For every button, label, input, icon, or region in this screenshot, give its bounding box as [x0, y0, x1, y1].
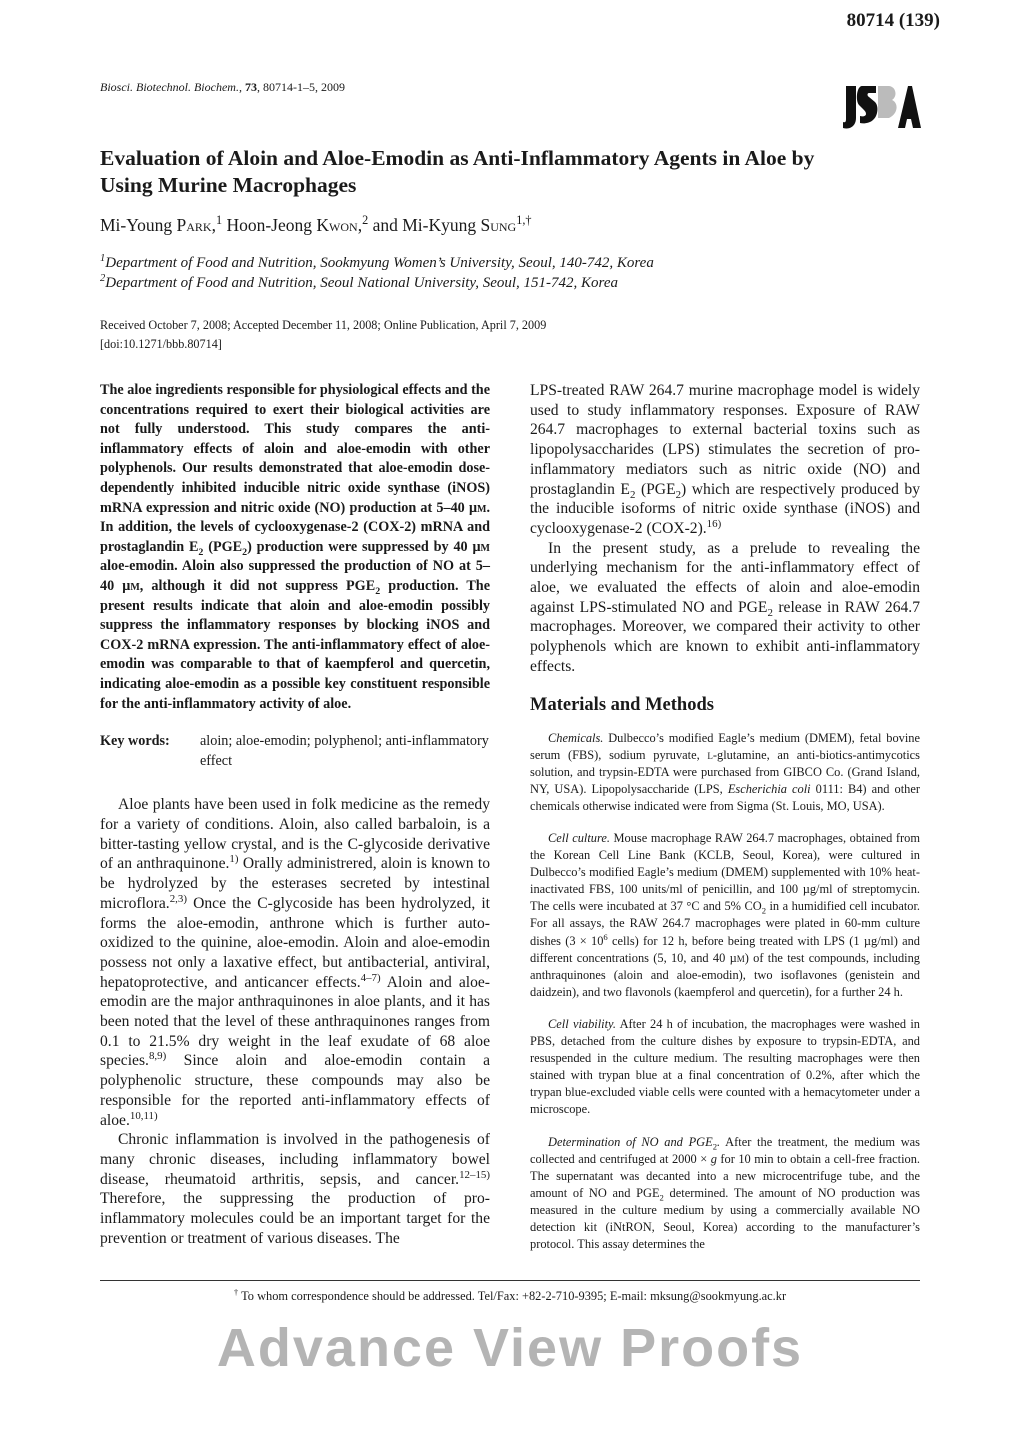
- text-run: Since aloin and aloe-emodin contain a polyphenolic structure, these compounds may also be responsible for the reported anti-inflammatory effects of aloe.: [100, 1052, 490, 1129]
- superscript: 1: [100, 253, 106, 264]
- text-run: Mouse macrophage RAW 264.7 macrophages, obtained from the Korean Cell Line Bank (KCLB, Seoul, Korea), were cultured in Dulbecco’s modified Eagle’s medium (DMEM) supplemented with 10% heat-inactivated FBS, 100 units/ml of penicillin, and 100 µg/ml of streptomycin. The cells were incubated at 37 °C and 5% CO: [530, 831, 920, 914]
- section-heading-materials-methods: Materials and Methods: [530, 694, 714, 715]
- journal-citation: Biosci. Biotechnol. Biochem., 73, 80714-1–5, 2009: [100, 80, 345, 94]
- subscript: 2: [761, 905, 767, 916]
- text-run: and Mi-Kyung: [368, 215, 481, 235]
- small-caps-run: Kwon: [316, 215, 358, 235]
- text-run: (PGE: [203, 538, 243, 555]
- text-run: in a humidified cell incubator. For all assays, the RAW 264.7 macrophages were plated in 60-mm culture dishes (3 × 10: [530, 899, 921, 948]
- superscript: 10,11): [129, 1109, 158, 1122]
- methods-cell-culture: [530, 830, 920, 1001]
- italic-run: g: [710, 1151, 717, 1166]
- subscript: 2: [198, 546, 204, 558]
- italic-run: Cell viability.: [548, 1016, 616, 1031]
- superscript: 1): [229, 853, 239, 866]
- text-run: for 10 min to obtain a cell-free fraction. The supernatant was decanted into a new microcentrifuge tube, and the amount of NO and PGE: [530, 1151, 920, 1200]
- text-run: Chronic inflammation is involved in the pathogenesis of many chronic diseases, including inflammatory bowel disease, rheumatoid arthritis, sepsis, and cancer.: [100, 1131, 490, 1188]
- introduction-left-column: [100, 795, 490, 1248]
- text-run: In the present study, as a prelude to revealing the underlying mechanism for the anti-inflammatory effect of aloe, we evaluated the effects of aloin and aloe-emodin against LPS-stimulated NO and PGE: [530, 539, 920, 616]
- paragraph: [530, 1016, 920, 1119]
- superscript: †: [233, 1287, 239, 1298]
- correspondence-footnote: [100, 1289, 920, 1304]
- text-run: Mi-Young: [100, 215, 177, 235]
- text-run: ,: [211, 215, 216, 235]
- subscript: 2: [629, 488, 636, 501]
- doi-line: [doi:10.1271/bbb.80714]: [100, 337, 222, 351]
- superscript: 4–7): [360, 971, 381, 984]
- publication-dates: [100, 316, 546, 354]
- text-run: The aloe ingredients responsible for physiological effects and the concentrations required to exert their biological activities are not fully understood. This study compares the anti-inflammatory effects of aloin and aloe-emodin with other polyphenols. Our results demonstrated that aloe-emodin dose-dependently inhibited inducible nitric oxide synthase (iNOS) mRNA expression and nitric oxide (NO) production at 5–40 μ: [100, 382, 490, 516]
- text-run: -glutamine, an anti-biotics-antimycotics solution, and trypsin-EDTA were purchased from GIBCO Co. (Grand Island, NY, USA). Lipopolysaccharide (LPS,: [530, 747, 920, 796]
- paragraph: [530, 1134, 920, 1254]
- affiliation-1: [100, 255, 654, 272]
- text-run: ) which are respectively produced by the inducible isoforms of nitric oxide synthase (iNOS) and cyclooxygenase-2 (COX-2).: [530, 480, 920, 537]
- text-run: Dulbecco’s modified Eagle’s medium (DMEM), fetal bovine serum (FBS), sodium pyruvate,: [530, 730, 920, 762]
- italic-run: Determination of NO and PGE: [548, 1134, 713, 1149]
- text-run: Once the C-glycoside has been hydrolyzed, it forms the aloe-emodin, anthrone which is further auto-oxidized to the quinine, aloe-emodin. Aloin and aloe-emodin possess not only a laxative effect, but antibacterial, antiviral, hepatoprotective, and anticancer effects.: [100, 894, 490, 991]
- small-caps-run: l: [707, 747, 713, 762]
- text-run: After the treatment, the medium was collected and centrifuged at 2000 ×: [530, 1134, 920, 1166]
- superscript: 2,3): [169, 892, 187, 905]
- superscript: 8,9): [148, 1050, 167, 1063]
- subscript: 2: [659, 1192, 664, 1203]
- footnote-divider: [100, 1280, 920, 1281]
- paragraph: [100, 795, 490, 1130]
- superscript: 1,†: [516, 213, 532, 228]
- keywords-text: aloin; aloe-emodin; polyphenol; anti-inflammatory effect: [200, 733, 489, 769]
- italic-run: Cell culture.: [548, 831, 610, 846]
- superscript: 16): [706, 517, 722, 530]
- paragraph: [100, 1130, 490, 1248]
- text-run: After 24 h of incubation, the macrophages were washed in PBS, detached from the culture dishes by exposure to trypsin-EDTA, and resuspended in the culture medium. The resulting macrophages were then stained with trypan blue at a final concentration of 0.2%, after which the trypan blue-excluded viable cells were counted with a hemacytometer under a microscope.: [530, 1016, 921, 1117]
- small-caps-run: m: [477, 499, 487, 516]
- journal-volume: 73: [244, 80, 257, 94]
- abstract: [100, 381, 490, 714]
- text-run: release in RAW 264.7 macrophages. Moreover, we compared their activity to other polyphenols which are known to exhibit anti-inflammatory effects.: [530, 598, 920, 675]
- paragraph: [530, 381, 920, 539]
- small-caps-run: Sung: [480, 215, 517, 235]
- paragraph: [530, 830, 920, 1001]
- superscript: 12–15): [459, 1168, 490, 1181]
- article-body: [100, 381, 920, 1378]
- keywords: [100, 732, 490, 771]
- italic-run: Escherichia coli: [727, 781, 811, 796]
- keywords-label: Key words:: [100, 733, 170, 750]
- small-caps-run: m: [736, 950, 745, 965]
- text-run: 0111: B4) and other chemicals otherwise indicated were from Sigma (St. Louis, MO, USA).: [530, 781, 920, 813]
- text-run: , although it did not suppress PGE: [139, 577, 376, 594]
- journal-pages-year: , 80714-1–5, 2009: [256, 80, 345, 94]
- text-run: ) production were suppressed by 40 μ: [247, 538, 481, 555]
- methods-cell-viability: [530, 1016, 920, 1119]
- subscript: 2: [242, 546, 248, 558]
- text-run: . In addition, the levels of cyclooxygenase-2 (COX-2) mRNA and prostaglandin E: [100, 499, 490, 555]
- text-run: determined. The amount of NO production was measured in the culture medium by using a commercially available NO detection kit (iNtRON, Seoul, Korea) according to the manufacturer’s protocol. This assay determines the: [530, 1185, 920, 1252]
- paper-title: Evaluation of Aloin and Aloe-Emodin as Anti-Inflammatory Agents in Aloe by Using Murine Macrophages: [100, 146, 815, 197]
- page-number: 80714 (139): [846, 10, 940, 31]
- author-list: [100, 215, 532, 236]
- subscript: 2: [675, 488, 682, 501]
- text-run: LPS-treated RAW 264.7 murine macrophage model is widely used to study inflammatory responses. Exposure of RAW 264.7 macrophages to external bacterial toxins such as lipopolysaccharides (LPS) stimulates the secretion of pro-inflammatory mediators such as nitric oxide (NO) and prostaglandin E: [530, 382, 920, 498]
- text-run: Department of Food and Nutrition, Sookmyung Women’s University, Seoul, 140-742, Korea: [105, 255, 654, 271]
- subscript: 2: [712, 1140, 718, 1151]
- text-run: (PGE: [635, 480, 676, 498]
- introduction-right-column: [530, 381, 920, 677]
- methods-chemicals: [530, 730, 920, 815]
- paragraph: [530, 730, 920, 815]
- paragraph: [530, 539, 920, 677]
- superscript: 2: [362, 213, 369, 228]
- text-run: Hoon-Jeong: [222, 215, 317, 235]
- text-run: Therefore, the suppressing the production of pro-inflammatory molecules could be an important target for the prevention or treatment of various diseases. The: [100, 1190, 490, 1247]
- text-run: aloe-emodin. Aloin also suppressed the production of NO at 5–40 μ: [100, 558, 490, 594]
- small-caps-run: Park: [176, 215, 212, 235]
- superscript: 6: [603, 931, 608, 942]
- text-run: Aloe plants have been used in folk medicine as the remedy for a variety of conditions. Aloin, also called barbaloin, is a bitter-tasting yellow crystal, and is the C-glycoside derivative of an anthraquinone.: [100, 796, 490, 873]
- journal-name: Biosci. Biotechnol. Biochem.: [100, 80, 239, 94]
- superscript: 1: [215, 213, 223, 228]
- italic-run: Chemicals.: [548, 730, 604, 745]
- two-column-layout: [100, 381, 920, 1268]
- superscript: 2: [100, 273, 106, 284]
- subscript: 2: [375, 585, 381, 597]
- text-run: cells) for 12 h, before being treated with LPS (1 µg/ml) and different concentrations (5, 10, and 40 µ: [530, 933, 920, 965]
- text-run: To whom correspondence should be addressed. Tel/Fax: +82-2-710-9395; E-mail: mksung@sookmyung.ac.kr: [238, 1289, 787, 1304]
- small-caps-run: m: [480, 538, 490, 555]
- small-caps-run: m: [130, 577, 140, 594]
- text-run: Orally administrered, aloin is known to be hydrolyzed by the esterases secreted by intestinal microflora.: [100, 855, 490, 912]
- right-column: [530, 381, 920, 1268]
- text-run: ) of the test compounds, including anthraquinones (aloin and aloe-emodin), two isoflavones (genistein and daidzein), and two flavonols (kaempferol and quercetin), for a further 24 h.: [530, 950, 921, 999]
- received-line: Received October 7, 2008; Accepted December 11, 2008; Online Publication, April 7, 2009: [100, 318, 547, 332]
- text-run: production. The present results indicate that aloin and aloe-emodin possibly suppress the inflammatory responses by blocking iNOS and COX-2 mRNA expression. The anti-inflammatory effect of aloe-emodin was comparable to that of kaempferol and quercetin, indicating aloe-emodin as a possible key constituent responsible for the anti-inflammatory activity of aloe.: [100, 577, 490, 712]
- jsba-logo: [842, 82, 922, 132]
- affiliation-2: [100, 275, 618, 292]
- text-run: ,: [357, 215, 363, 235]
- text-run: Aloin and aloe-emodin are the major anthraquinones in aloe plants, and it has been noted that the level of these anthraquinones ranges from 0.1 to 21.5% dry weight in the leaf exudate of 68 aloe species.: [100, 973, 490, 1070]
- watermark: Advance View Proofs: [216, 1318, 804, 1379]
- italic-run: .: [717, 1134, 721, 1149]
- left-column: [100, 381, 490, 1268]
- text-run: Department of Food and Nutrition, Seoul National University, Seoul, 151-742, Korea: [105, 275, 618, 291]
- methods-no-pge2: [530, 1134, 920, 1254]
- subscript: 2: [767, 606, 773, 619]
